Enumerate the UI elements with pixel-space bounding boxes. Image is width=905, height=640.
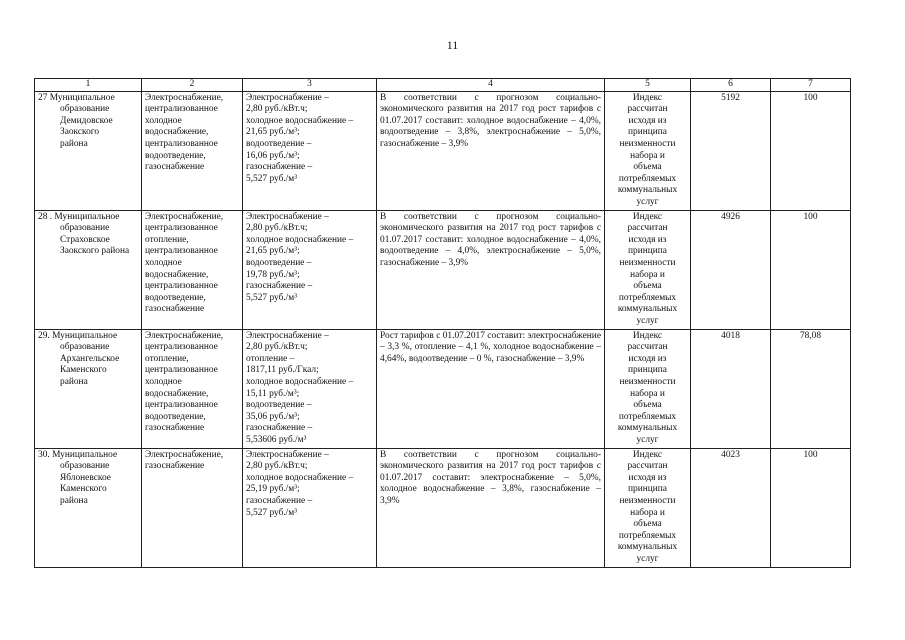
municipality-line: Каменского (60, 365, 107, 376)
tariff-line: 15,11 руб./м³; (246, 388, 300, 399)
index-note-line: коммунальных (617, 185, 678, 196)
growth-cell: Рост тарифов с 01.07.2017 составит: электроснабжение – 3,3 %, отопление – 4,1 %, холодное водоснабжение –4,64%, водоотведение – 0 %, газоснабжение – 3,9% (377, 329, 605, 448)
index-note-cell (605, 91, 691, 210)
tariff-line: 21,65 руб./м³; (246, 246, 300, 257)
municipality-line: Яблоневское (60, 472, 111, 483)
tariff-line: 2,80 руб./кВт.ч; (246, 223, 308, 234)
tariff-line: 1817,11 руб./Гкал; (246, 365, 319, 376)
index-note-line: Индекс (632, 449, 663, 460)
header-row (35, 79, 851, 92)
index-note-line: объема (633, 400, 662, 411)
tariff-line: Электроснабжение – (246, 449, 329, 460)
index-note-line: исходя из (628, 234, 667, 245)
service-line: водоотведение, (145, 292, 206, 303)
index-note-line: объема (633, 281, 662, 292)
service-line: холодное (145, 257, 182, 268)
municipality-line: 29. Муниципальное (38, 330, 118, 341)
index-note-line: неизменности (619, 376, 676, 387)
tariffs-cell (243, 91, 377, 210)
tariff-line: 5,527 руб./м³ (246, 173, 298, 184)
service-line: газоснабжение (145, 423, 205, 434)
service-line: водоснабжение, (145, 269, 209, 280)
municipality-line: района (60, 495, 88, 506)
tariff-line: 19,78 руб./м³; (246, 269, 300, 280)
index-note-line: неизменности (619, 138, 676, 149)
municipality-line: образование (60, 461, 110, 472)
index-note-line: Индекс (632, 92, 663, 103)
value-col7-cell: 78,08 (771, 329, 851, 448)
index-note-line: услуг (636, 434, 659, 445)
tariff-line: 5,53606 руб./м³ (246, 434, 307, 445)
service-line: централизованное (145, 365, 218, 376)
index-note-line: коммунальных (617, 304, 678, 315)
tariffs-cell (243, 448, 377, 567)
index-note-line: набора и (630, 388, 665, 399)
index-note-line: принципа (628, 484, 667, 495)
index-note-line: коммунальных (617, 423, 678, 434)
tariff-line: 5,527 руб./м³ (246, 292, 298, 303)
index-note-line: рассчитан (627, 461, 668, 472)
service-line: Электроснабжение, (145, 330, 224, 341)
tariff-line: 21,65 руб./м³; (246, 127, 300, 138)
index-note-line: набора и (630, 150, 665, 161)
index-note-line: потребляемых (618, 530, 677, 541)
table-row (35, 329, 851, 448)
index-note-line: принципа (628, 365, 667, 376)
municipality-line: Архангельское (60, 353, 120, 364)
header-cell-4: 4 (377, 79, 605, 92)
tariff-line: Электроснабжение – (246, 92, 329, 103)
index-note-line: Индекс (632, 211, 663, 222)
services-cell (142, 329, 243, 448)
tariff-line: газоснабжение – (246, 423, 313, 434)
municipality-line: образование (60, 104, 110, 115)
index-note-line: Индекс (632, 330, 663, 341)
value-col7-cell: 100 (771, 91, 851, 210)
index-note-line: набора и (630, 269, 665, 280)
value-col6-cell: 4023 (691, 448, 771, 567)
tariff-line: холодное водоснабжение – (246, 115, 354, 126)
value-col6-cell: 4018 (691, 329, 771, 448)
service-line: водоснабжение, (145, 388, 209, 399)
growth-cell: В соответствии с прогнозом социально-экономического развития на 2017 год рост тарифов с 01.07.2017 составит: холодное водоснабжение – 4,0%, водоотведение – 4,0%, электроснабжение – 5,0%, газоснабжение – 3,9% (377, 210, 605, 329)
index-note-line: потребляемых (618, 411, 677, 422)
municipality-line: района (60, 376, 88, 387)
index-note-line: принципа (628, 127, 667, 138)
municipality-cell (35, 210, 142, 329)
service-line: отопление, (145, 234, 189, 245)
index-note-line: потребляемых (618, 173, 677, 184)
tariff-table (34, 78, 851, 568)
tariff-line: газоснабжение – (246, 495, 313, 506)
table-row (35, 91, 851, 210)
index-note-line: рассчитан (627, 342, 668, 353)
index-note-line: рассчитан (627, 223, 668, 234)
municipality-line: 30. Муниципальное (38, 449, 118, 460)
growth-cell: В соответствии с прогнозом социально-экономического развития на 2017 год рост тарифов с 01.07.2017 составит: электроснабжение – 5,0%, холодное водоснабжение – 3,8%, газоснабжение – 3,9% (377, 448, 605, 567)
municipality-line: Заокского района (60, 246, 130, 257)
municipality-line: Демидовское (60, 115, 113, 126)
index-note-line: коммунальных (617, 542, 678, 553)
index-note-line: принципа (628, 246, 667, 257)
index-note-line: набора и (630, 507, 665, 518)
service-line: газоснабжение (145, 461, 205, 472)
tariff-line: Электроснабжение – (246, 211, 329, 222)
service-line: газоснабжение (145, 304, 205, 315)
service-line: газоснабжение (145, 162, 205, 173)
header-cell-5: 5 (605, 79, 691, 92)
municipality-line: 28 . Муниципальное (38, 211, 120, 222)
value-col7-cell: 100 (771, 210, 851, 329)
index-note-line: услуг (636, 196, 659, 207)
tariff-line: 2,80 руб./кВт.ч; (246, 342, 308, 353)
index-note-line: исходя из (628, 115, 667, 126)
header-cell-7: 7 (771, 79, 851, 92)
table-row (35, 210, 851, 329)
value-col6-cell: 5192 (691, 91, 771, 210)
municipality-line: района (60, 138, 88, 149)
header-cell-6: 6 (691, 79, 771, 92)
service-line: отопление, (145, 353, 189, 364)
tariff-line: Электроснабжение – (246, 330, 329, 341)
tariff-line: газоснабжение – (246, 281, 313, 292)
header-cell-1: 1 (35, 79, 142, 92)
value-col7-cell: 100 (771, 448, 851, 567)
municipality-line: Заокского (60, 127, 100, 138)
tariff-line: 2,80 руб./кВт.ч; (246, 461, 308, 472)
index-note-line: неизменности (619, 495, 676, 506)
tariff-line: 5,527 руб./м³ (246, 507, 298, 518)
municipality-line: 27 Муниципальное (38, 92, 115, 103)
value-col6-cell: 4926 (691, 210, 771, 329)
service-line: водоснабжение, (145, 127, 209, 138)
service-line: Электроснабжение, (145, 92, 224, 103)
tariff-line: 35,06 руб./м³; (246, 411, 300, 422)
service-line: централизованное (145, 342, 218, 353)
municipality-line: образование (60, 223, 110, 234)
index-note-line: неизменности (619, 257, 676, 268)
municipality-cell (35, 329, 142, 448)
index-note-line: рассчитан (627, 104, 668, 115)
service-line: водоотведение, (145, 411, 206, 422)
index-note-line: объема (633, 519, 662, 530)
services-cell (142, 210, 243, 329)
index-note-cell (605, 210, 691, 329)
tariff-line: водоотведение – (246, 400, 312, 411)
tariff-line: отопление – (246, 353, 295, 364)
index-note-line: объема (633, 162, 662, 173)
index-note-line: услуг (636, 315, 659, 326)
index-note-cell (605, 329, 691, 448)
service-line: централизованное (145, 138, 218, 149)
service-line: холодное (145, 376, 182, 387)
header-cell-3: 3 (243, 79, 377, 92)
tariff-line: водоотведение – (246, 257, 312, 268)
table-row (35, 448, 851, 567)
index-note-line: потребляемых (618, 292, 677, 303)
index-note-line: услуг (636, 553, 659, 564)
tariff-line: водоотведение – (246, 138, 312, 149)
growth-cell: В соответствии с прогнозом социально-экономического развития на 2017 год рост тарифов с 01.07.2017 составит: холодное водоснабжение – 4,0%, водоотведение – 3,8%, электроснабжение – 5,0%, газоснабжение – 3,9% (377, 91, 605, 210)
tariff-line: 2,80 руб./кВт.ч; (246, 104, 308, 115)
tariff-line: холодное водоснабжение – (246, 376, 354, 387)
index-note-cell (605, 448, 691, 567)
tariff-line: холодное водоснабжение – (246, 234, 354, 245)
service-line: централизованное (145, 104, 218, 115)
service-line: Электроснабжение, (145, 449, 224, 460)
tariffs-cell (243, 329, 377, 448)
services-cell (142, 448, 243, 567)
municipality-line: образование (60, 342, 110, 353)
service-line: Электроснабжение, (145, 211, 224, 222)
service-line: централизованное (145, 281, 218, 292)
service-line: централизованное (145, 223, 218, 234)
municipality-line: Каменского (60, 484, 107, 495)
page-number: 11 (446, 38, 459, 52)
tariff-line: 16,06 руб./м³; (246, 150, 300, 161)
municipality-line: Страховское (60, 234, 110, 245)
service-line: холодное (145, 115, 182, 126)
header-cell-2: 2 (142, 79, 243, 92)
services-cell (142, 91, 243, 210)
tariffs-cell (243, 210, 377, 329)
municipality-cell (35, 448, 142, 567)
index-note-line: исходя из (628, 353, 667, 364)
municipality-cell (35, 91, 142, 210)
service-line: централизованное (145, 246, 218, 257)
tariff-line: холодное водоснабжение – (246, 472, 354, 483)
service-line: водоотведение, (145, 150, 206, 161)
service-line: централизованное (145, 400, 218, 411)
tariff-line: газоснабжение – (246, 162, 313, 173)
tariff-line: 25,19 руб./м³; (246, 484, 300, 495)
index-note-line: исходя из (628, 472, 667, 483)
